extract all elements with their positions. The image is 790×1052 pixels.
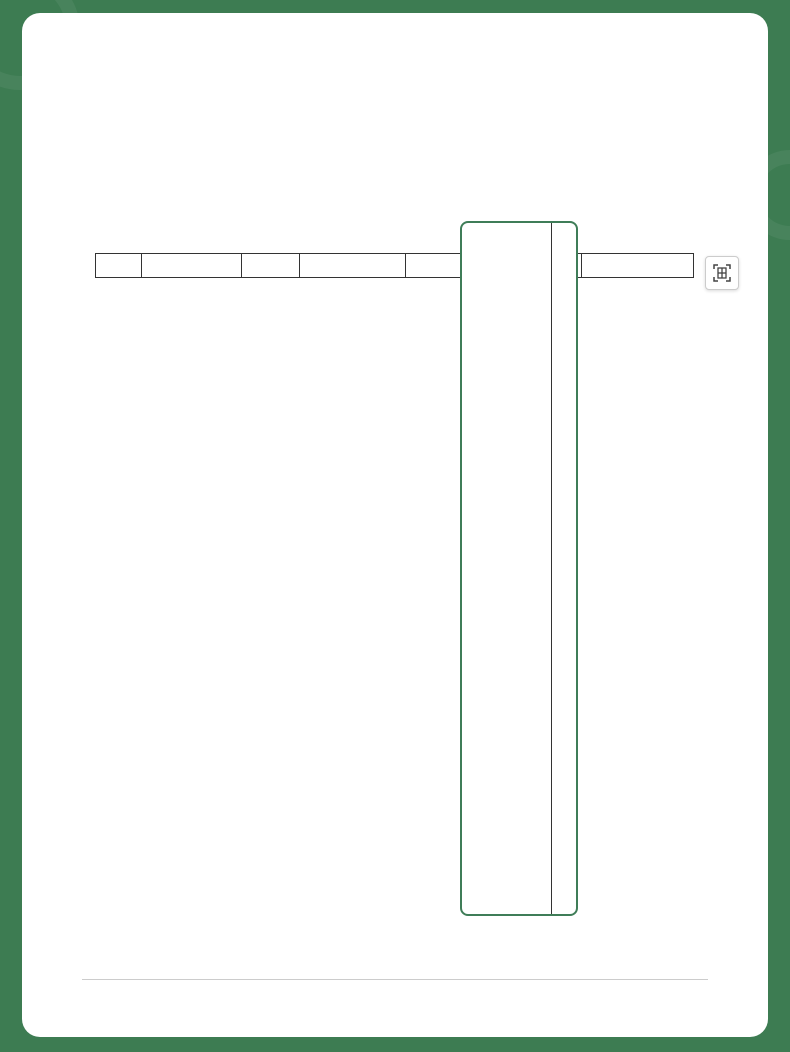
header-limit xyxy=(406,254,464,278)
conclusion-overlay[interactable] xyxy=(460,221,578,916)
results-table xyxy=(95,253,694,278)
header-method xyxy=(582,254,694,278)
footer-divider xyxy=(82,979,708,980)
doc-scan-icon[interactable] xyxy=(705,256,739,290)
stamp-notice xyxy=(710,470,746,600)
header-no xyxy=(96,254,142,278)
header-result xyxy=(300,254,406,278)
report-page xyxy=(22,13,768,1037)
conclusion-column xyxy=(462,223,552,914)
header-unit xyxy=(242,254,300,278)
header-item xyxy=(142,254,242,278)
